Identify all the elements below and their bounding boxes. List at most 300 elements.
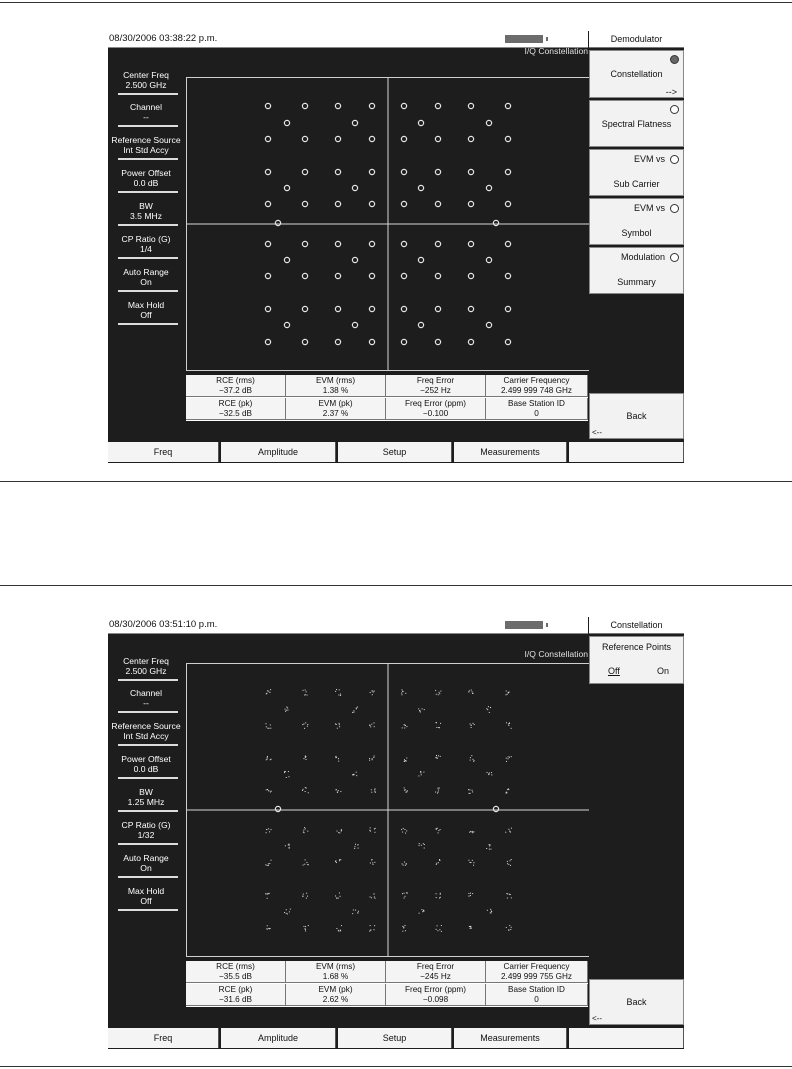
param-max-hold[interactable]: [111, 886, 181, 906]
constellation-cluster: [468, 690, 473, 694]
constellation-point: [335, 339, 340, 344]
constellation-point: [401, 273, 406, 278]
param-underline: [118, 744, 178, 746]
tab-measurements[interactable]: Measurements: [454, 442, 567, 462]
constellation-point: [369, 241, 374, 246]
tab-blank[interactable]: [569, 442, 684, 462]
analyzer-screen-2: [108, 617, 684, 1049]
constellation-cluster: [418, 708, 425, 712]
constellation-point: [302, 339, 307, 344]
constellation-point: [265, 169, 270, 174]
result-rce-rms: [186, 961, 286, 983]
constellation-cluster: [369, 925, 375, 932]
constellation-cluster: [435, 690, 441, 695]
constellation-point: [369, 273, 374, 278]
result-value: −35.5 dB: [218, 971, 252, 981]
constellation-point: [335, 136, 340, 141]
param-power-offset[interactable]: [111, 754, 181, 774]
param-max-hold[interactable]: [111, 300, 181, 320]
constellation-cluster: [505, 788, 509, 793]
constellation-cluster: [303, 756, 306, 760]
constellation-point: [505, 169, 510, 174]
key-label: Back: [626, 411, 647, 421]
constellation-point: [468, 306, 473, 311]
page-rule-top: [0, 2, 792, 3]
tab-amplitude[interactable]: Amplitude: [221, 442, 336, 462]
result-value: 0: [534, 994, 539, 1004]
timestamp: 08/30/2006 03:51:10 p.m.: [109, 619, 218, 630]
constellation-cluster: [266, 723, 272, 729]
page-rule-1: [0, 481, 792, 482]
constellation-point: [505, 306, 510, 311]
back-arrow: <--: [592, 428, 602, 437]
constellation-cluster: [302, 787, 309, 793]
constellation-cluster: [302, 893, 308, 899]
constellation-cluster: [352, 707, 358, 713]
result-value: −0.100: [422, 408, 449, 418]
constellation-cluster: [435, 788, 440, 794]
modulation-summary-key[interactable]: [589, 247, 684, 294]
result-label: Carrier Frequency: [503, 376, 570, 385]
param-label: Power Offset: [121, 168, 171, 178]
param-value: --: [143, 698, 149, 708]
param-underline: [118, 290, 178, 292]
constellation-cluster: [436, 828, 441, 834]
constellation-point: [302, 273, 307, 278]
constellation-point: [435, 241, 440, 246]
param-underline: [118, 93, 178, 95]
param-underline: [118, 810, 178, 812]
param-value: 0.0 dB: [133, 178, 159, 188]
key-label: Modulation: [620, 252, 665, 262]
key-label: Constellation: [610, 69, 663, 79]
param-value: 1/32: [137, 830, 155, 840]
param-value: 0.0 dB: [133, 764, 159, 774]
param-label: Channel: [129, 688, 162, 698]
tab-setup[interactable]: Setup: [338, 442, 452, 462]
key-label: Spectral Flatness: [601, 119, 672, 129]
key-label: Back: [626, 997, 647, 1007]
timestamp: 08/30/2006 03:38:22 p.m.: [109, 33, 218, 44]
constellation-point: [435, 306, 440, 311]
constellation-point: [401, 169, 406, 174]
constellation-cluster: [418, 771, 424, 776]
constellation-cluster: [335, 859, 341, 863]
constellation-point: [302, 103, 307, 108]
result-label: EVM (rms): [315, 376, 356, 385]
radio-selected-icon: [670, 55, 679, 64]
param-label: Max Hold: [127, 886, 165, 896]
constellation-point: [401, 339, 406, 344]
constellation-cluster: [285, 844, 290, 849]
constellation-point: [505, 273, 510, 278]
pilot-point: [275, 806, 280, 811]
param-underline: [118, 257, 178, 259]
param-underline: [118, 158, 178, 160]
constellation-point: [418, 185, 423, 190]
param-auto-range[interactable]: [111, 853, 181, 873]
constellation-point: [401, 306, 406, 311]
result-base-station-id: [486, 398, 588, 420]
result-label: Freq Error (ppm): [405, 985, 466, 994]
constellation-point: [468, 136, 473, 141]
constellation-cluster: [402, 892, 408, 898]
param-label: CP Ratio (G): [121, 234, 171, 244]
bottom-tab-bar: [108, 441, 684, 463]
constellation-point: [468, 201, 473, 206]
param-cp-ratio[interactable]: [111, 820, 181, 840]
constellation-cluster: [436, 925, 442, 932]
param-label: Reference Source: [111, 721, 181, 731]
constellation-cluster: [370, 859, 375, 865]
param-underline: [118, 191, 178, 193]
constellation-cluster: [369, 827, 375, 832]
constellation-point: [486, 185, 491, 190]
constellation-svg: [187, 664, 589, 956]
param-label: Center Freq: [123, 70, 169, 80]
result-rce-pk: [186, 984, 286, 1006]
key-label: Reference Points: [601, 642, 672, 652]
constellation-cluster: [419, 843, 425, 848]
iq-constellation-plot: [186, 663, 590, 957]
constellation-cluster: [336, 925, 342, 932]
constellation-point: [505, 339, 510, 344]
result-value: 1.38 %: [322, 385, 349, 395]
constellation-cluster: [266, 789, 272, 792]
constellation-cluster: [506, 893, 511, 898]
menu-title: Constellation: [589, 617, 684, 634]
param-value: --: [143, 112, 149, 122]
constellation-cluster: [369, 722, 375, 727]
constellation-cluster: [435, 722, 441, 728]
constellation-point: [369, 306, 374, 311]
tab-blank[interactable]: [569, 1028, 684, 1048]
result-value: 2.499 999 748 GHz: [500, 385, 572, 395]
result-value: 1.68 %: [322, 971, 349, 981]
result-freq-error: [386, 961, 486, 983]
constellation-point: [418, 120, 423, 125]
key-label-2: Symbol: [621, 228, 652, 238]
result-base-station-id: [486, 984, 588, 1006]
result-label: EVM (pk): [318, 399, 353, 408]
param-underline: [118, 125, 178, 127]
constellation-point: [435, 201, 440, 206]
back-key[interactable]: [589, 979, 684, 1025]
battery-icon-tip: [546, 37, 548, 41]
constellation-cluster: [266, 689, 271, 694]
constellation-cluster: [336, 789, 342, 793]
constellation-point: [352, 120, 357, 125]
result-label: Freq Error: [416, 962, 455, 971]
constellation-point: [505, 103, 510, 108]
constellation-point: [265, 103, 270, 108]
constellation-point: [265, 273, 270, 278]
status-bar: [108, 617, 588, 634]
param-underline: [118, 876, 178, 878]
constellation-svg: [187, 78, 589, 370]
param-auto-range[interactable]: [111, 267, 181, 287]
constellation-point: [284, 185, 289, 190]
result-value: 2.499 999 755 GHz: [500, 971, 572, 981]
result-value: −0.098: [422, 994, 449, 1004]
param-reference-source[interactable]: [111, 721, 181, 741]
constellation-point: [435, 273, 440, 278]
result-rce-rms: [186, 375, 286, 397]
constellation-cluster: [266, 828, 272, 833]
results-table: [186, 375, 588, 421]
param-bw[interactable]: [111, 201, 181, 221]
constellation-point: [486, 322, 491, 327]
constellation-cluster: [303, 925, 308, 931]
constellation-point: [352, 322, 357, 327]
param-underline: [118, 777, 178, 779]
constellation-cluster: [303, 827, 308, 833]
constellation-point: [401, 201, 406, 206]
constellation-cluster: [468, 860, 474, 866]
constellation-point: [418, 257, 423, 262]
result-label: Carrier Frequency: [503, 962, 570, 971]
constellation-cluster: [401, 828, 407, 834]
submenu-arrow: -->: [665, 87, 677, 97]
result-carrier-frequency: [486, 961, 588, 983]
result-label: EVM (rms): [315, 962, 356, 971]
constellation-cluster: [370, 690, 375, 695]
constellation-cluster: [265, 893, 270, 899]
constellation-point: [335, 306, 340, 311]
param-center-freq[interactable]: [111, 70, 181, 90]
constellation-point: [335, 201, 340, 206]
result-label: RCE (rms): [216, 376, 255, 385]
constellation-point: [265, 201, 270, 206]
tab-freq[interactable]: Freq: [108, 1028, 219, 1048]
constellation-point: [335, 169, 340, 174]
constellation-cluster: [486, 706, 491, 713]
result-freq-error-ppm: [386, 398, 486, 420]
battery-icon-tip: [546, 623, 548, 627]
evm-vs-symbol-key[interactable]: [589, 198, 684, 245]
constellation-point: [486, 120, 491, 125]
result-carrier-frequency: [486, 375, 588, 397]
constellation-cluster: [506, 722, 512, 729]
constellation-point: [369, 201, 374, 206]
constellation-point: [369, 339, 374, 344]
constellation-cluster: [469, 926, 472, 929]
param-power-offset[interactable]: [111, 168, 181, 188]
constellation-cluster: [371, 788, 376, 792]
constellation-point: [468, 241, 473, 246]
back-arrow: <--: [592, 1014, 602, 1023]
param-value: 3.5 MHz: [130, 211, 162, 221]
param-bw[interactable]: [111, 787, 181, 807]
constellation-point: [284, 120, 289, 125]
iq-constellation-plot: [186, 77, 590, 371]
constellation-key[interactable]: [589, 50, 684, 98]
key-label-2: Sub Carrier: [613, 179, 660, 189]
constellation-point: [401, 136, 406, 141]
param-underline: [118, 679, 178, 681]
param-label: BW: [139, 787, 153, 797]
constellation-cluster: [487, 909, 492, 914]
analyzer-screen-1: [108, 31, 684, 463]
constellation-point: [369, 169, 374, 174]
param-value: Off: [140, 310, 152, 320]
constellation-cluster: [506, 925, 512, 931]
constellation-point: [302, 241, 307, 246]
constellation-point: [335, 273, 340, 278]
constellation-cluster: [419, 909, 425, 914]
param-label: Max Hold: [127, 300, 165, 310]
constellation-point: [435, 339, 440, 344]
constellation-cluster: [507, 859, 512, 866]
result-value: −32.5 dB: [218, 408, 252, 418]
menu-title: Demodulator: [589, 31, 684, 48]
radio-unselected-icon: [670, 155, 679, 164]
constellation-point: [468, 169, 473, 174]
constellation-cluster: [302, 722, 308, 729]
constellation-cluster: [404, 757, 408, 761]
result-value: 0: [534, 408, 539, 418]
constellation-point: [505, 136, 510, 141]
constellation-cluster: [352, 772, 357, 776]
param-value: Int Std Accy: [123, 145, 169, 155]
spectral-flatness-key[interactable]: [589, 100, 684, 147]
constellation-point: [284, 322, 289, 327]
pilot-point: [493, 806, 498, 811]
constellation-cluster: [469, 831, 474, 833]
pilot-point: [275, 220, 280, 225]
constellation-point: [401, 241, 406, 246]
result-value: −252 Hz: [420, 385, 451, 395]
constellation-cluster: [265, 860, 271, 866]
param-value: Int Std Accy: [123, 731, 169, 741]
param-value: 1.25 MHz: [127, 797, 165, 807]
key-label: EVM vs: [633, 154, 665, 164]
key-label-2: Summary: [617, 277, 656, 287]
constellation-point: [284, 257, 289, 262]
constellation-cluster: [266, 925, 270, 929]
pilot-point: [493, 220, 498, 225]
tab-freq[interactable]: Freq: [108, 442, 219, 462]
constellation-cluster: [468, 893, 473, 897]
constellation-point: [302, 201, 307, 206]
constellation-cluster: [468, 789, 473, 794]
constellation-point: [369, 136, 374, 141]
param-channel[interactable]: [111, 102, 181, 122]
result-evm-pk: [286, 398, 386, 420]
result-label: RCE (pk): [218, 399, 253, 408]
constellation-point: [486, 257, 491, 262]
reference-points-key[interactable]: [589, 636, 684, 684]
constellation-point: [302, 169, 307, 174]
tab-setup[interactable]: Setup: [338, 1028, 452, 1048]
constellation-cluster: [369, 756, 374, 761]
param-reference-source[interactable]: [111, 135, 181, 155]
constellation-cluster: [402, 925, 406, 932]
result-evm-pk: [286, 984, 386, 1006]
key-label: EVM vs: [633, 203, 665, 213]
result-freq-error-ppm: [386, 984, 486, 1006]
constellation-cluster: [435, 755, 440, 759]
result-value: 2.37 %: [322, 408, 349, 418]
result-label: Freq Error: [416, 376, 455, 385]
param-underline: [118, 711, 178, 713]
param-label: Channel: [129, 102, 162, 112]
constellation-cluster: [266, 756, 272, 760]
ref-points-on-option[interactable]: On: [656, 666, 669, 676]
constellation-point: [505, 241, 510, 246]
constellation-cluster: [505, 828, 512, 833]
constellation-point: [468, 339, 473, 344]
result-label: RCE (pk): [218, 985, 253, 994]
constellation-point: [468, 273, 473, 278]
result-evm-rms: [286, 375, 386, 397]
constellation-cluster: [370, 893, 376, 898]
constellation-point: [435, 169, 440, 174]
param-center-freq[interactable]: [111, 656, 181, 676]
param-channel[interactable]: [111, 688, 181, 708]
constellation-cluster: [402, 724, 408, 728]
param-cp-ratio[interactable]: [111, 234, 181, 254]
param-label: Center Freq: [123, 656, 169, 666]
radio-unselected-icon: [670, 204, 679, 213]
result-label: Base Station ID: [508, 399, 565, 408]
constellation-cluster: [354, 844, 358, 849]
result-value: 2.62 %: [322, 994, 349, 1004]
evm-vs-sub-carrier-key[interactable]: [589, 149, 684, 196]
constellation-point: [468, 103, 473, 108]
page-rule-bottom: [0, 1066, 792, 1067]
constellation-cluster: [335, 689, 341, 696]
param-underline: [118, 323, 178, 325]
soft-key-menu: [589, 617, 684, 1049]
constellation-point: [418, 322, 423, 327]
param-label: Power Offset: [121, 754, 171, 764]
result-value: −31.6 dB: [218, 994, 252, 1004]
param-underline: [118, 843, 178, 845]
constellation-point: [335, 241, 340, 246]
ref-points-off-option[interactable]: Off: [608, 666, 620, 676]
constellation-cluster: [436, 893, 441, 899]
back-key[interactable]: [589, 393, 684, 439]
radio-unselected-icon: [670, 253, 679, 262]
constellation-point: [369, 103, 374, 108]
constellation-cluster: [506, 756, 512, 762]
result-label: RCE (rms): [216, 962, 255, 971]
constellation-point: [265, 339, 270, 344]
param-value: 2.500 GHz: [125, 80, 167, 90]
param-value: On: [140, 863, 152, 873]
constellation-cluster: [402, 861, 407, 865]
tab-measurements[interactable]: Measurements: [454, 1028, 567, 1048]
battery-icon: [505, 621, 543, 629]
result-label: Freq Error (ppm): [405, 399, 466, 408]
constellation-cluster: [486, 844, 491, 850]
page-rule-2: [0, 585, 792, 586]
result-label: Base Station ID: [508, 985, 565, 994]
param-label: CP Ratio (G): [121, 820, 171, 830]
plot-title: I/Q Constellation: [524, 649, 588, 659]
param-label: Auto Range: [123, 853, 169, 863]
param-value: 1/4: [140, 244, 152, 254]
constellation-cluster: [436, 859, 441, 865]
constellation-point: [435, 103, 440, 108]
param-label: Auto Range: [123, 267, 169, 277]
result-value: −245 Hz: [420, 971, 451, 981]
tab-amplitude[interactable]: Amplitude: [221, 1028, 336, 1048]
constellation-cluster: [335, 723, 340, 729]
radio-unselected-icon: [670, 105, 679, 114]
plot-title: I/Q Constellation: [524, 46, 588, 56]
